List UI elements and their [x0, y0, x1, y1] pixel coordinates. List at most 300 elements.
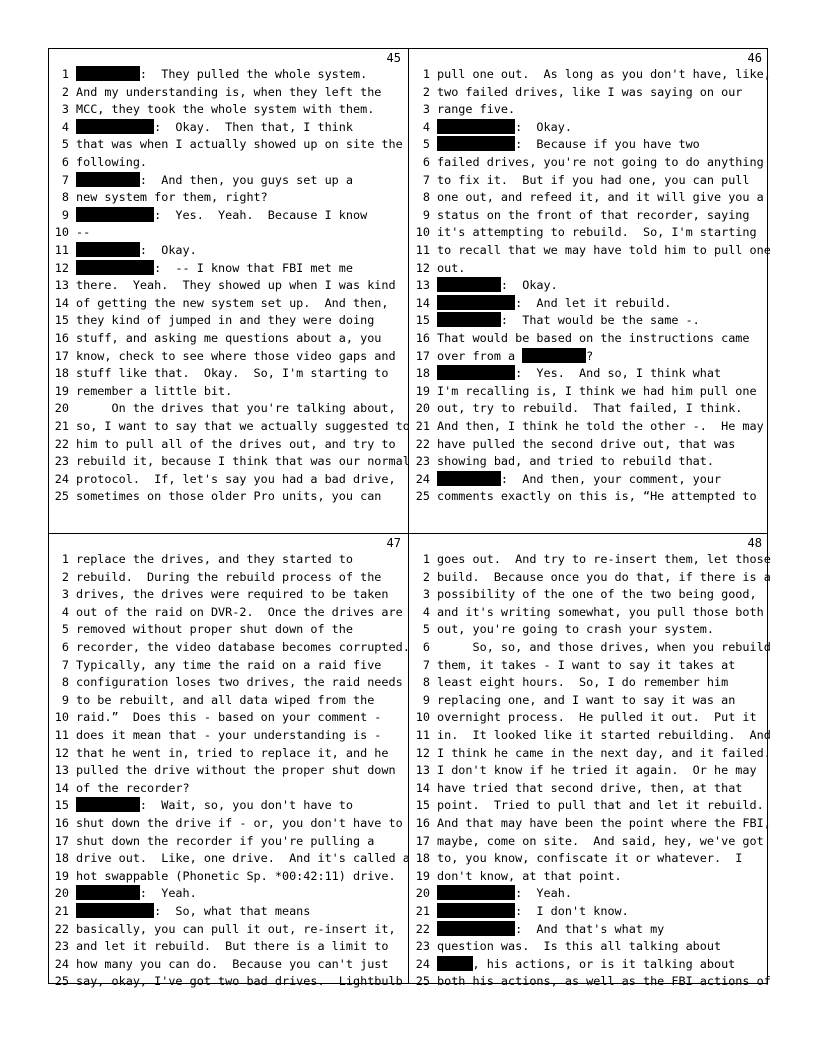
line-number: 9	[61, 207, 69, 222]
line-segment: overnight process. He pulled it out. Put it	[437, 710, 757, 725]
transcript-line	[49, 621, 407, 639]
transcript-line	[410, 471, 768, 489]
line-number: 13	[54, 763, 69, 778]
line-number: 19	[415, 868, 430, 883]
line-number: 20	[54, 886, 69, 901]
line-segment: replacing one, and I want to say it was an	[437, 692, 736, 707]
line-segment: Typically, any time the raid on a raid five	[76, 657, 382, 672]
line-text	[76, 312, 374, 330]
line-segment: say, okay, I've got two bad drives. Lightbulb	[76, 974, 403, 989]
transcript-page	[49, 534, 410, 989]
line-text	[437, 453, 714, 471]
transcript-line	[49, 436, 407, 454]
transcript-line	[410, 207, 768, 225]
transcript-line	[410, 973, 771, 991]
line-segment: showing bad, and tried to rebuild that.	[437, 454, 714, 469]
transcript-line	[49, 868, 407, 886]
line-number: 18	[54, 366, 69, 381]
line-number: 8	[61, 190, 69, 205]
line-number: 4	[61, 119, 69, 134]
line-number: 20	[415, 886, 430, 901]
redaction-box	[522, 348, 586, 363]
line-segment: range five.	[437, 102, 516, 117]
transcript-line	[49, 833, 407, 851]
line-segment: how many you can do. Because you can't just	[76, 956, 389, 971]
transcript-line	[410, 938, 768, 956]
line-text	[437, 84, 742, 102]
line-segment: it's attempting to rebuild. So, I'm starting	[437, 225, 757, 240]
transcript-line	[49, 348, 407, 366]
transcript-line	[49, 453, 410, 471]
transcript-line	[49, 224, 407, 242]
line-number: 22	[415, 921, 430, 936]
line-segment: raid.” Does this - based on your comment -	[76, 710, 382, 725]
line-segment: : -- I know that FBI met me	[154, 260, 353, 275]
line-segment: And that may have been the point where the FBI,	[437, 816, 771, 830]
line-text	[76, 101, 374, 119]
line-segment: maybe, come on site. And said, hey, we've got	[437, 833, 764, 848]
line-number: 1	[61, 552, 69, 566]
line-text	[437, 797, 764, 815]
line-number: 3	[422, 587, 430, 602]
line-segment: that he went in, tried to replace it, and he	[76, 745, 389, 760]
line-segment: to, you know, confiscate it or whatever. I	[437, 851, 743, 866]
page-number: 48	[747, 536, 762, 550]
line-number: 17	[54, 833, 69, 848]
line-number: 10	[54, 710, 69, 725]
line-segment: two failed drives, like I was saying on our	[437, 84, 743, 99]
line-text	[76, 365, 389, 383]
line-text	[76, 973, 403, 991]
line-segment: question was. Is this all talking about	[437, 939, 722, 954]
line-number: 16	[415, 331, 430, 345]
line-number: 6	[422, 155, 430, 169]
transcript-line	[49, 709, 407, 727]
line-text	[437, 488, 757, 506]
redaction-box	[76, 885, 140, 900]
line-text	[437, 136, 700, 154]
line-text	[76, 815, 403, 833]
line-segment: : Okay.	[515, 119, 572, 134]
line-text	[437, 295, 671, 313]
line-text	[76, 674, 403, 692]
line-segment: so, I want to say that we actually suggested to	[76, 419, 410, 433]
line-number: 5	[422, 137, 430, 152]
line-text	[437, 383, 757, 401]
line-text	[76, 621, 353, 639]
line-text	[437, 621, 714, 639]
transcript-line	[410, 84, 768, 102]
line-number: 17	[415, 348, 430, 363]
line-segment: to be rebuilt, and all data wiped from the	[76, 692, 375, 707]
transcript-line	[410, 383, 768, 401]
transcript-line	[410, 621, 768, 639]
line-text	[437, 471, 721, 489]
line-segment: of getting the new system set up. And then,	[76, 295, 389, 310]
redaction-box	[76, 903, 154, 918]
transcript-line	[410, 797, 768, 815]
line-text	[76, 400, 396, 418]
line-segment: : Yes. Yeah. Because I know	[154, 207, 368, 222]
transcript-line	[49, 903, 407, 921]
line-segment: have pulled the second drive out, that was	[437, 436, 736, 451]
line-text	[76, 833, 374, 851]
transcript-line	[49, 921, 407, 939]
line-number: 10	[415, 710, 430, 725]
line-text	[76, 727, 381, 745]
line-number: 22	[415, 436, 430, 451]
transcript-line	[49, 762, 407, 780]
line-segment: basically, you can pull it out, re-insert it,	[76, 921, 396, 936]
line-number: 18	[415, 366, 430, 381]
redaction-box	[437, 956, 473, 971]
transcript-line	[49, 365, 407, 383]
transcript-line	[49, 101, 407, 119]
line-text	[76, 295, 389, 313]
transcript-line	[410, 400, 768, 418]
transcript-line	[410, 418, 768, 436]
transcript-line	[49, 797, 407, 815]
line-text	[76, 207, 367, 225]
line-segment: there. Yeah. They showed up when I was kind	[76, 278, 396, 293]
transcript-line	[49, 657, 407, 675]
line-number: 10	[415, 225, 430, 240]
transcript-line	[49, 418, 410, 436]
line-number: 6	[61, 640, 69, 654]
line-text	[76, 418, 410, 436]
line-text	[76, 868, 396, 886]
line-text	[76, 471, 396, 489]
line-segment: following.	[76, 155, 148, 169]
line-number: 8	[61, 675, 69, 690]
line-segment: one out, and refeed it, and it will give you a	[437, 190, 764, 205]
line-number: 23	[415, 939, 430, 954]
transcript-line	[49, 551, 407, 569]
line-segment: : And then, you guys set up a	[139, 172, 353, 187]
line-text	[76, 488, 381, 506]
line-text	[437, 885, 572, 903]
line-segment: : And let it rebuild.	[515, 295, 672, 310]
line-number: 1	[422, 67, 430, 81]
line-segment: to fix it. But if you had one, you can pull	[437, 172, 750, 187]
transcript-line	[49, 172, 407, 190]
line-segment: : Okay.	[139, 243, 197, 257]
redaction-box	[76, 172, 140, 187]
line-text	[76, 569, 381, 587]
line-number: 25	[415, 489, 430, 504]
line-number: 17	[54, 348, 69, 363]
transcript-line	[410, 850, 768, 868]
transcript-line	[410, 586, 768, 604]
transcript-line	[410, 833, 768, 851]
transcript-line	[410, 172, 768, 190]
line-text	[437, 921, 664, 939]
line-number: 7	[61, 172, 69, 187]
line-number: 18	[54, 851, 69, 866]
transcript-line	[410, 330, 768, 348]
line-number: 2	[61, 84, 69, 99]
redaction-box	[437, 277, 501, 292]
line-segment: rebuild it, because I think that was our normal	[76, 454, 410, 469]
redaction-box	[76, 242, 140, 257]
line-text	[76, 850, 410, 868]
line-number: 10	[54, 225, 69, 240]
line-text	[437, 365, 721, 383]
line-text	[76, 604, 403, 622]
line-number: 7	[61, 657, 69, 672]
line-number: 8	[422, 190, 430, 205]
transcript-line	[410, 101, 768, 119]
line-text	[76, 242, 197, 260]
line-segment: out, you're going to crash your system.	[437, 622, 714, 637]
line-segment: goes out. And try to re-insert them, let those	[437, 552, 771, 566]
line-text	[76, 453, 410, 471]
transcript-line	[410, 154, 768, 172]
line-segment: rebuild. During the rebuild process of the	[76, 569, 382, 584]
line-segment: On the drives that you're talking about,	[76, 401, 396, 416]
line-segment: : Okay. Then that, I think	[154, 119, 353, 134]
line-segment: : Yeah.	[515, 886, 572, 901]
line-number: 5	[422, 622, 430, 637]
line-text	[76, 797, 353, 815]
line-number: 4	[61, 604, 69, 619]
line-number: 14	[415, 295, 430, 310]
line-number: 4	[422, 604, 430, 619]
line-number: 15	[54, 313, 69, 328]
page-number: 47	[386, 536, 401, 550]
line-text	[437, 348, 593, 366]
transcript-page	[410, 534, 771, 989]
line-segment: That would be based on the instructions came	[437, 331, 750, 345]
line-segment: failed drives, you're not going to do anything	[437, 155, 764, 169]
line-number: 5	[61, 137, 69, 152]
line-number: 14	[54, 780, 69, 795]
line-segment: they kind of jumped in and they were doing	[76, 313, 375, 328]
transcript-line	[49, 383, 407, 401]
line-number: 13	[415, 763, 430, 778]
redaction-box	[437, 471, 501, 486]
line-text	[437, 657, 735, 675]
line-segment: out of the raid on DVR-2. Once the drives are	[76, 604, 403, 619]
line-number: 16	[54, 331, 69, 345]
transcript-line	[49, 242, 407, 260]
transcript-line	[410, 709, 768, 727]
line-text	[437, 850, 742, 868]
line-number: 21	[415, 419, 430, 433]
line-number: 13	[415, 278, 430, 293]
line-number: 15	[415, 798, 430, 813]
line-segment: recorder, the video database becomes corrupted.	[76, 640, 410, 654]
transcript-line	[410, 762, 768, 780]
redaction-box	[437, 119, 515, 134]
transcript-line	[410, 453, 768, 471]
line-segment: --	[76, 225, 91, 240]
transcript-line	[410, 868, 768, 886]
transcript-line	[410, 277, 768, 295]
line-number: 12	[54, 745, 69, 760]
transcript-line	[49, 938, 407, 956]
line-text	[437, 436, 735, 454]
line-segment: them, it takes - I want to say it takes at	[437, 657, 736, 672]
line-text	[76, 277, 396, 295]
line-number: 11	[54, 728, 69, 742]
page-number: 45	[386, 51, 401, 65]
line-text	[76, 330, 381, 348]
transcript-line	[410, 727, 771, 745]
line-segment: : I don't know.	[515, 904, 629, 918]
line-segment: remember a little bit.	[76, 383, 233, 398]
line-text	[437, 224, 757, 242]
line-text	[76, 921, 396, 939]
line-segment: configuration loses two drives, the raid needs	[76, 675, 403, 690]
line-number: 25	[54, 489, 69, 504]
line-number: 12	[415, 260, 430, 275]
line-number: 14	[54, 295, 69, 310]
transcript-line	[410, 260, 768, 278]
line-text	[76, 692, 374, 710]
line-segment: protocol. If, let's say you had a bad drive,	[76, 471, 396, 486]
transcript-line	[410, 657, 768, 675]
line-segment: : Okay.	[500, 278, 558, 293]
line-segment: : And that's what my	[515, 921, 665, 936]
transcript-line	[49, 207, 407, 225]
line-segment: ?	[586, 348, 594, 363]
line-text	[437, 745, 771, 763]
line-segment: : So, what that means	[154, 904, 311, 918]
line-text	[437, 692, 735, 710]
line-text	[76, 639, 410, 657]
line-number: 24	[415, 471, 430, 486]
line-segment: stuff like that. Okay. So, I'm starting to	[76, 366, 389, 381]
line-text	[437, 312, 700, 330]
line-segment: both his actions, as well as the FBI actions of	[437, 974, 771, 989]
transcript-line	[410, 312, 768, 330]
redaction-box	[437, 295, 515, 310]
transcript-line	[49, 727, 407, 745]
line-text	[437, 938, 721, 956]
transcript-line	[410, 365, 768, 383]
transcript-line	[49, 189, 407, 207]
line-number: 16	[54, 816, 69, 830]
line-segment: to recall that we may have told him to pull one	[437, 243, 771, 257]
line-number: 21	[54, 904, 69, 918]
line-number: 24	[54, 471, 69, 486]
transcript-line	[410, 295, 768, 313]
line-text	[76, 551, 353, 569]
transcript-line	[49, 973, 407, 991]
line-segment: know, check to see where those video gaps and	[76, 348, 396, 363]
redaction-box	[437, 903, 515, 918]
line-text	[76, 66, 367, 84]
line-segment: in. It looked like it started rebuilding. And	[437, 728, 771, 742]
transcript-line	[49, 471, 407, 489]
redaction-box	[76, 207, 154, 222]
line-segment: : And then, your comment, your	[500, 471, 722, 486]
transcript-line	[410, 903, 768, 921]
line-number: 8	[422, 675, 430, 690]
transcript-line	[49, 119, 407, 137]
redaction-box	[76, 119, 154, 134]
line-segment: removed without proper shut down of the	[76, 622, 353, 637]
line-segment: and it's writing somewhat, you pull those both	[437, 604, 764, 619]
transcript-line	[49, 745, 407, 763]
line-segment: I'm recalling is, I think we had him pull one	[437, 383, 757, 398]
line-text	[76, 657, 381, 675]
line-text	[437, 551, 771, 569]
line-number: 1	[422, 552, 430, 566]
line-text	[437, 101, 515, 119]
transcript-line	[49, 136, 407, 154]
line-segment: stuff, and asking me questions about a, you	[76, 331, 382, 345]
transcript-line	[410, 348, 768, 366]
line-number: 22	[54, 436, 69, 451]
transcript-line	[410, 692, 768, 710]
line-number: 9	[422, 692, 430, 707]
redaction-box	[76, 66, 140, 81]
line-segment: sometimes on those older Pro units, you can	[76, 489, 382, 504]
line-text	[437, 833, 764, 851]
line-text	[437, 815, 771, 833]
line-number: 21	[415, 904, 430, 918]
line-text	[437, 189, 764, 207]
line-number: 11	[415, 243, 430, 257]
transcript-line	[49, 815, 407, 833]
line-segment: So, so, and those drives, when you rebuild	[437, 640, 771, 654]
transcript-line	[49, 692, 407, 710]
line-text	[76, 885, 197, 903]
transcript-line	[49, 956, 407, 974]
redaction-box	[437, 921, 515, 936]
line-segment: and let it rebuild. But there is a limit to	[76, 939, 389, 954]
line-text	[76, 348, 396, 366]
line-segment: replace the drives, and they started to	[76, 552, 353, 566]
transcript-line	[410, 569, 771, 587]
line-text	[76, 119, 353, 137]
transcript-line	[410, 66, 771, 84]
transcript-line	[49, 639, 410, 657]
transcript-line	[410, 674, 768, 692]
line-segment: I don't know if he tried it again. Or he may	[437, 763, 757, 778]
line-number: 25	[54, 974, 69, 989]
line-number: 20	[54, 401, 69, 416]
line-number: 3	[422, 102, 430, 117]
line-text	[76, 956, 389, 974]
line-number: 23	[54, 939, 69, 954]
line-number: 11	[415, 728, 430, 742]
page-number: 46	[747, 51, 762, 65]
line-segment: over from a	[437, 348, 523, 363]
line-text	[76, 172, 353, 190]
line-text	[76, 762, 396, 780]
line-number: 7	[422, 172, 430, 187]
line-number: 2	[422, 569, 430, 584]
line-segment: least eight hours. So, I do remember him	[437, 675, 729, 690]
line-number: 20	[415, 401, 430, 416]
line-number: 11	[54, 243, 69, 257]
line-segment: : Yes. And so, I think what	[515, 366, 722, 381]
transcript-page	[49, 49, 410, 504]
transcript-line	[410, 639, 771, 657]
redaction-box	[437, 885, 515, 900]
line-segment: I think he came in the next day, and it failed.	[437, 745, 771, 760]
transcript-line	[49, 84, 407, 102]
line-number: 24	[415, 956, 430, 971]
line-segment: status on the front of that recorder, saying	[437, 207, 750, 222]
line-segment: him to pull all of the drives out, and try to	[76, 436, 396, 451]
redaction-box	[76, 260, 154, 275]
transcript-line	[410, 119, 768, 137]
line-number: 15	[54, 798, 69, 813]
